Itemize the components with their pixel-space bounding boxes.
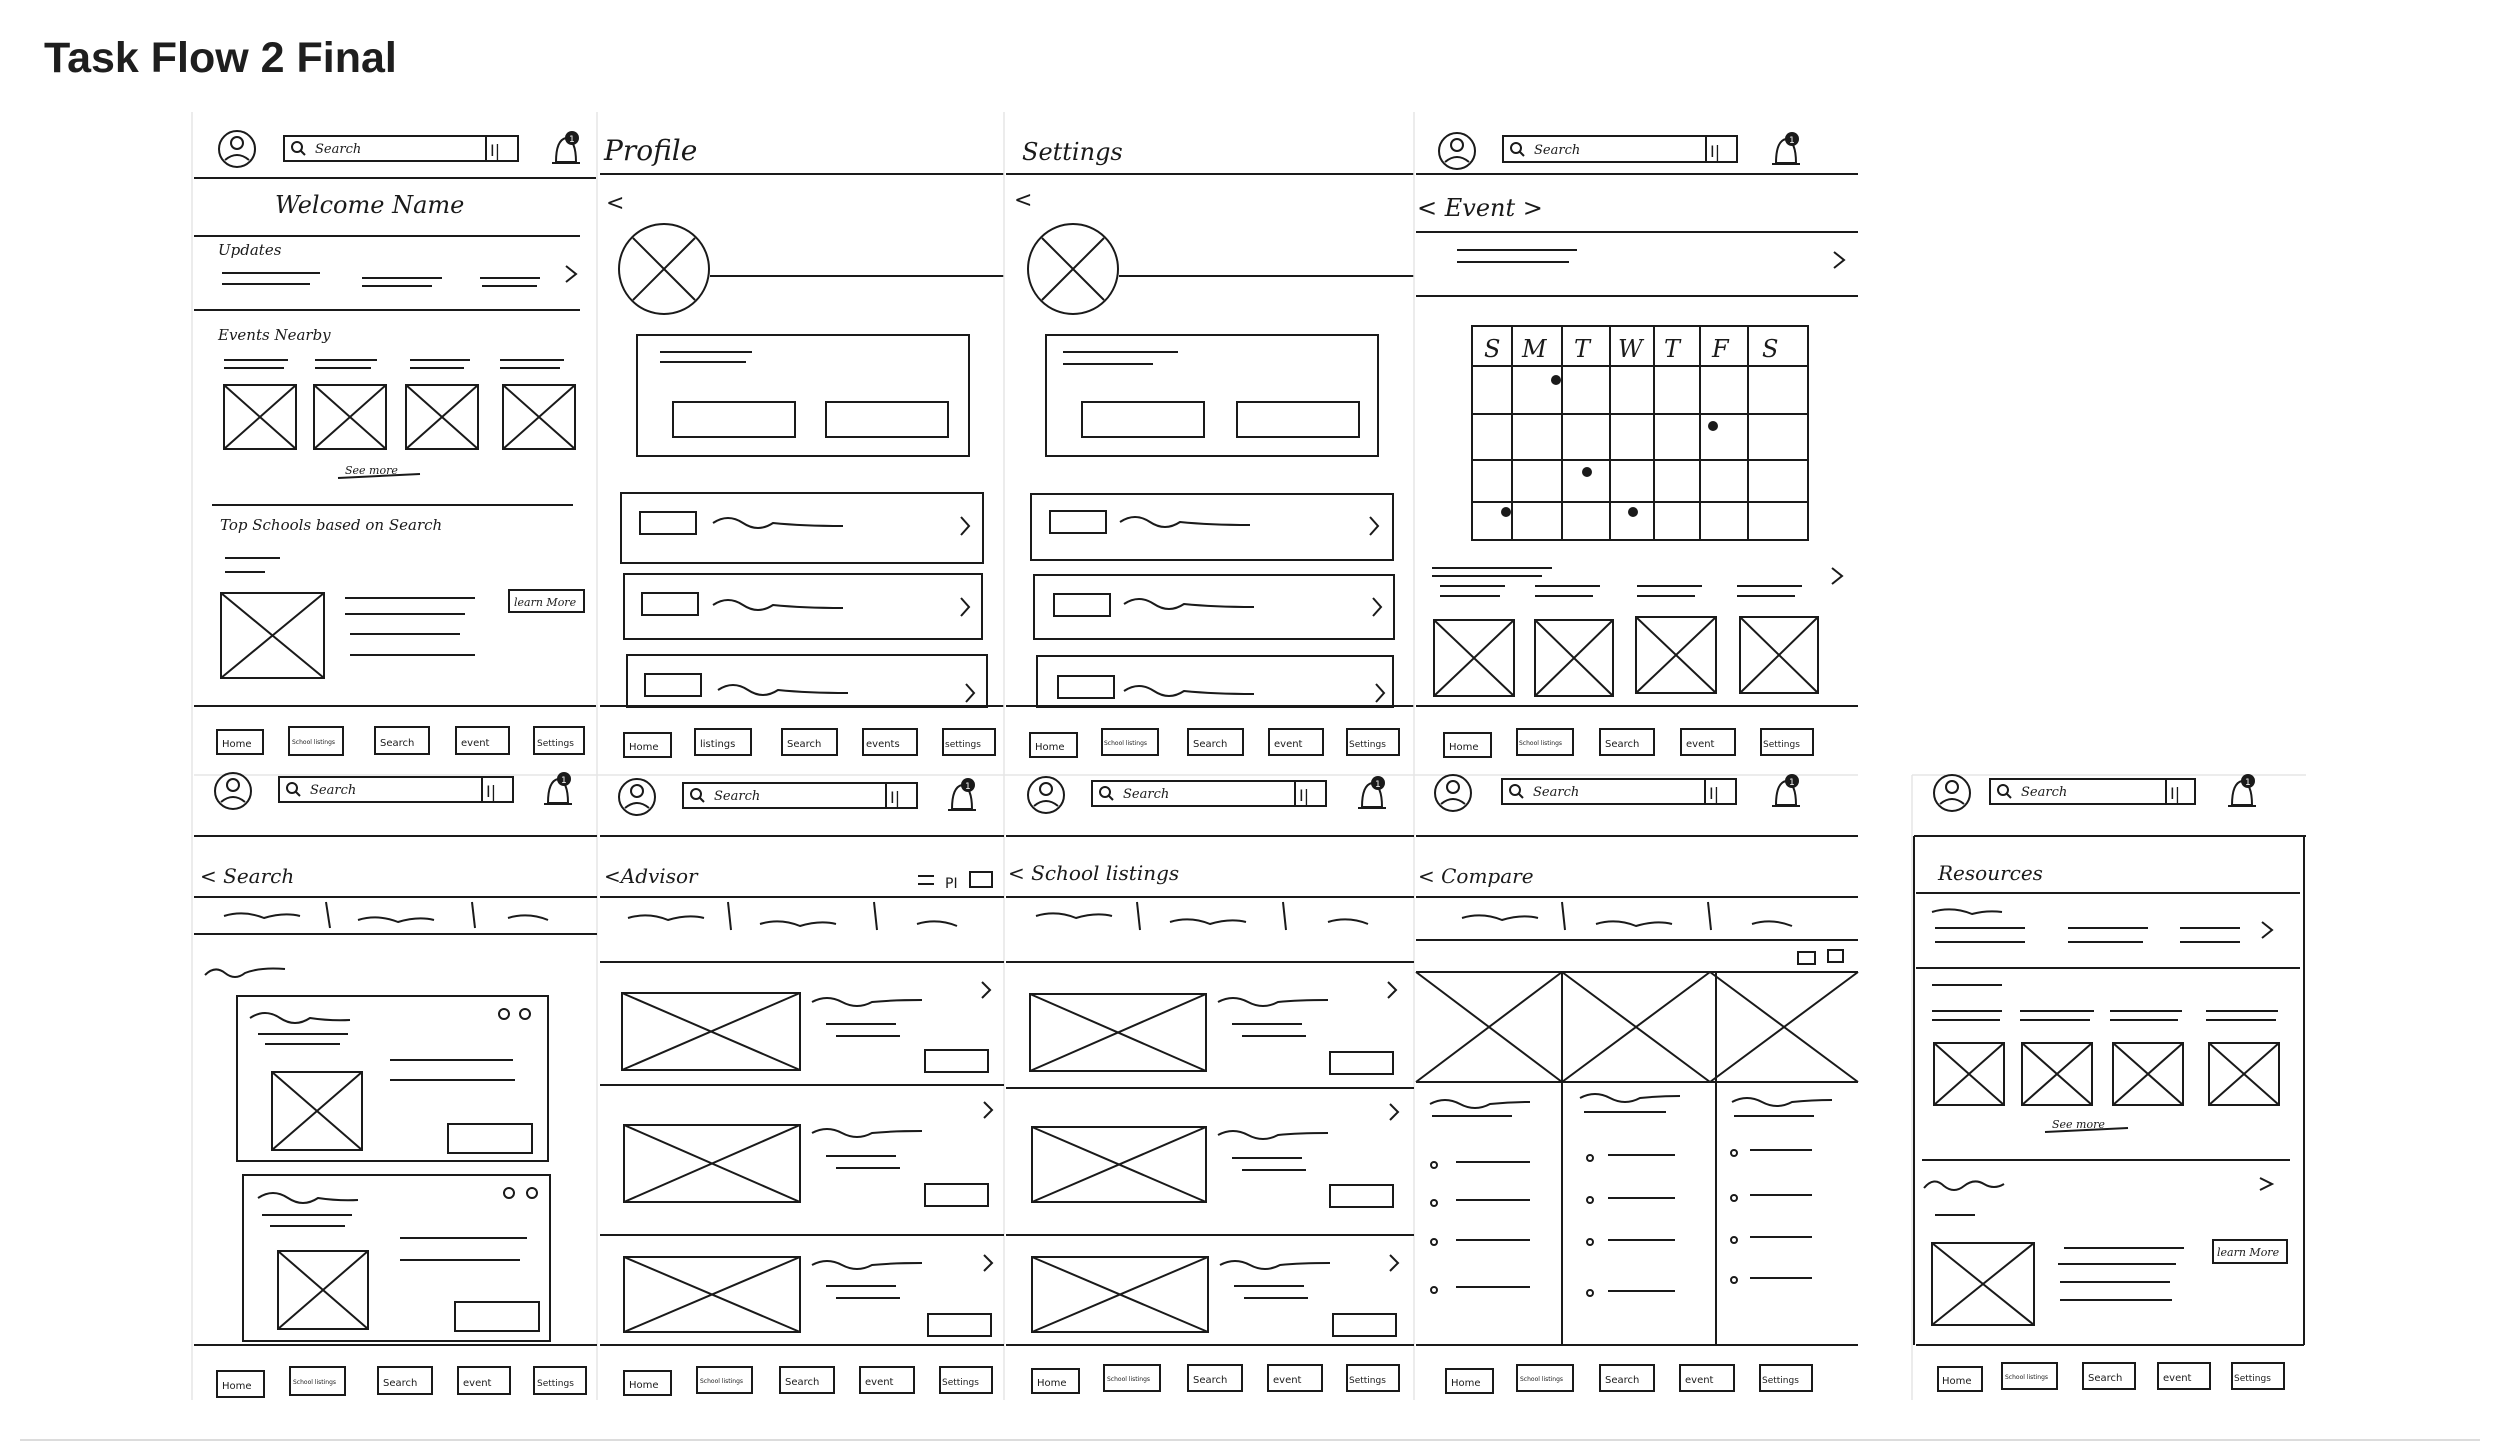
svg-text:event: event bbox=[461, 738, 490, 749]
advisor-title[interactable]: <Advisor bbox=[604, 864, 698, 888]
svg-text:S: S bbox=[1484, 335, 1501, 363]
svg-text:Home: Home bbox=[222, 739, 252, 750]
search-result-card[interactable] bbox=[243, 1175, 550, 1341]
resources-title: Resources bbox=[1938, 861, 2043, 885]
compare-columns[interactable] bbox=[1416, 972, 1858, 1345]
svg-text:Home: Home bbox=[1449, 742, 1479, 753]
svg-text:Search: Search bbox=[2021, 785, 2068, 800]
search-placeholder: Search bbox=[315, 142, 362, 157]
svg-text:event: event bbox=[2163, 1373, 2192, 1384]
svg-text:1: 1 bbox=[2245, 778, 2251, 788]
settings-list[interactable] bbox=[1031, 494, 1394, 707]
screen-home bbox=[192, 112, 596, 1400]
svg-text:Search: Search bbox=[380, 738, 415, 749]
svg-text:F: F bbox=[1712, 335, 1729, 363]
screen-advisor bbox=[600, 778, 1004, 1395]
bottom-nav bbox=[217, 727, 584, 755]
svg-text:T: T bbox=[1574, 335, 1591, 363]
chevron-right-icon[interactable] bbox=[566, 266, 576, 282]
event-thumbnail[interactable] bbox=[224, 385, 575, 449]
svg-text:M: M bbox=[1522, 335, 1547, 363]
school-list-item[interactable] bbox=[1032, 1104, 1398, 1207]
svg-text:learn More: learn More bbox=[2217, 1246, 2280, 1259]
svg-text:listings: listings bbox=[700, 739, 736, 750]
svg-text:School listings: School listings bbox=[1519, 740, 1563, 747]
filter-icon[interactable]: I| bbox=[486, 782, 497, 801]
back-icon[interactable]: < bbox=[1014, 188, 1033, 213]
svg-text:event: event bbox=[1274, 739, 1303, 750]
advisor-list-item[interactable] bbox=[622, 982, 990, 1072]
bottom-nav bbox=[1030, 729, 1399, 757]
svg-text:Search: Search bbox=[787, 739, 822, 750]
screen-compare bbox=[1416, 774, 1858, 1393]
card-button[interactable] bbox=[455, 1302, 539, 1331]
svg-text:1: 1 bbox=[965, 782, 971, 792]
svg-text:Search: Search bbox=[1123, 787, 1170, 802]
svg-text:Home: Home bbox=[629, 1380, 659, 1391]
svg-text:Search: Search bbox=[1193, 1375, 1228, 1386]
svg-text:event: event bbox=[1686, 739, 1715, 750]
chevron-right-icon[interactable] bbox=[1832, 568, 1842, 584]
updates-label: Updates bbox=[218, 241, 282, 259]
svg-text:event: event bbox=[1685, 1375, 1714, 1386]
back-icon[interactable]: < bbox=[606, 191, 625, 216]
filter-icon[interactable]: I| bbox=[1709, 784, 1720, 803]
settings-title: Settings bbox=[1022, 138, 1123, 166]
filter-icon[interactable]: I| bbox=[1299, 786, 1310, 805]
event-title[interactable]: < Event > bbox=[1417, 194, 1543, 222]
bottom-nav bbox=[624, 729, 995, 757]
svg-text:Home: Home bbox=[629, 742, 659, 753]
svg-text:Home: Home bbox=[1035, 742, 1065, 753]
svg-text:Settings: Settings bbox=[537, 1379, 574, 1389]
filter-icon[interactable]: I| bbox=[890, 788, 901, 807]
bottom-nav bbox=[1446, 1365, 1812, 1393]
filter-icon[interactable]: I| bbox=[490, 141, 501, 160]
svg-text:1: 1 bbox=[561, 776, 567, 786]
svg-text:T: T bbox=[1664, 335, 1681, 363]
bottom-nav bbox=[1032, 1365, 1399, 1393]
school-list-item[interactable] bbox=[1032, 1255, 1398, 1336]
sort-icon[interactable] bbox=[918, 876, 934, 884]
search-title[interactable]: < Search bbox=[200, 864, 295, 888]
svg-text:events: events bbox=[866, 739, 900, 750]
svg-text:Search: Search bbox=[2088, 1373, 2123, 1384]
resource-thumbnail[interactable] bbox=[1934, 1043, 2279, 1105]
svg-text:Settings: Settings bbox=[537, 739, 574, 749]
wireframe-canvas bbox=[0, 100, 2500, 1452]
profile-title: Profile bbox=[604, 134, 698, 167]
svg-text:settings: settings bbox=[945, 740, 981, 750]
screen-school-listings bbox=[1006, 776, 1414, 1393]
see-more-link[interactable]: See more bbox=[2052, 1118, 2105, 1131]
advisor-list-item[interactable] bbox=[624, 1102, 992, 1206]
bottom-nav bbox=[624, 1367, 992, 1395]
svg-text:1: 1 bbox=[1375, 780, 1381, 790]
chevron-right-icon[interactable] bbox=[2262, 922, 2272, 938]
school-list-item[interactable] bbox=[1030, 982, 1396, 1074]
compare-title[interactable]: < Compare bbox=[1418, 864, 1534, 888]
svg-text:School listings: School listings bbox=[293, 1379, 337, 1386]
school-listings-title[interactable]: < School listings bbox=[1008, 861, 1180, 885]
svg-text:Home: Home bbox=[1942, 1376, 1972, 1387]
profile-button[interactable] bbox=[673, 402, 795, 437]
bookmark-icon[interactable] bbox=[1798, 952, 1815, 964]
filter-icon[interactable]: I| bbox=[2170, 784, 2181, 803]
svg-text:School listings: School listings bbox=[2005, 1374, 2049, 1381]
see-more-link[interactable]: See more bbox=[345, 464, 398, 477]
svg-text:Settings: Settings bbox=[942, 1378, 979, 1388]
svg-text:Home: Home bbox=[1451, 1378, 1481, 1389]
svg-text:1: 1 bbox=[569, 135, 575, 145]
advisor-list-item[interactable] bbox=[624, 1255, 992, 1336]
svg-text:learn More: learn More bbox=[514, 596, 577, 609]
svg-text:Home: Home bbox=[1037, 1378, 1067, 1389]
svg-text:event: event bbox=[865, 1377, 894, 1388]
svg-text:Settings: Settings bbox=[1762, 1376, 1799, 1386]
svg-text:Search: Search bbox=[383, 1378, 418, 1389]
svg-text:Settings: Settings bbox=[2234, 1374, 2271, 1384]
svg-text:School listings: School listings bbox=[292, 739, 336, 746]
compare-row bbox=[1431, 1150, 1812, 1296]
chevron-right-icon[interactable] bbox=[2260, 1178, 2272, 1190]
svg-text:Search: Search bbox=[1533, 785, 1580, 800]
filter-icon[interactable]: I| bbox=[1710, 142, 1721, 161]
bottom-nav bbox=[1444, 729, 1813, 757]
svg-text:Settings: Settings bbox=[1349, 1376, 1386, 1386]
card-button[interactable] bbox=[448, 1124, 532, 1153]
svg-text:Search: Search bbox=[1605, 739, 1640, 750]
svg-text:1: 1 bbox=[1789, 778, 1795, 788]
svg-text:S: S bbox=[1762, 335, 1779, 363]
screen-resources bbox=[1912, 774, 2306, 1400]
event-thumbnail[interactable] bbox=[1434, 617, 1818, 696]
svg-text:Search: Search bbox=[1534, 143, 1581, 158]
profile-list[interactable] bbox=[621, 493, 987, 707]
svg-text:Search: Search bbox=[1605, 1375, 1640, 1386]
bookmark-icon[interactable] bbox=[970, 872, 992, 887]
svg-text:Search: Search bbox=[714, 789, 761, 804]
events-nearby-label: Events Nearby bbox=[218, 326, 331, 344]
search-icon bbox=[292, 142, 302, 152]
top-schools-label: Top Schools based on Search bbox=[220, 516, 443, 534]
svg-text:Home: Home bbox=[222, 1381, 252, 1392]
search-result-card[interactable] bbox=[237, 996, 548, 1161]
svg-text:W: W bbox=[1618, 335, 1643, 363]
svg-text:Search: Search bbox=[1193, 739, 1228, 750]
svg-text:School listings: School listings bbox=[700, 1378, 744, 1385]
svg-text:School listings: School listings bbox=[1107, 1376, 1151, 1383]
screen-search bbox=[194, 772, 597, 1397]
settings-button[interactable] bbox=[1237, 402, 1359, 437]
welcome-heading: Welcome Name bbox=[275, 191, 465, 219]
svg-text:Search: Search bbox=[310, 783, 357, 798]
screen-event bbox=[1414, 112, 1858, 1400]
svg-text:School listings: School listings bbox=[1520, 1376, 1564, 1383]
svg-text:Settings: Settings bbox=[1349, 740, 1386, 750]
settings-button[interactable] bbox=[1082, 402, 1204, 437]
bottom-nav bbox=[1938, 1363, 2284, 1391]
svg-text:event: event bbox=[463, 1378, 492, 1389]
svg-text:Search: Search bbox=[785, 1377, 820, 1388]
svg-text:1: 1 bbox=[1789, 136, 1795, 146]
page-title: Task Flow 2 Final bbox=[44, 34, 397, 82]
bottom-nav bbox=[217, 1367, 586, 1397]
chevron-right-icon[interactable] bbox=[1834, 252, 1844, 268]
filter-icon[interactable]: PI bbox=[945, 876, 958, 892]
svg-text:event: event bbox=[1273, 1375, 1302, 1386]
calendar-grid[interactable] bbox=[1472, 326, 1808, 540]
svg-text:School listings: School listings bbox=[1104, 740, 1148, 747]
bookmark-icon[interactable] bbox=[1828, 950, 1843, 962]
profile-button[interactable] bbox=[826, 402, 948, 437]
svg-text:Settings: Settings bbox=[1763, 740, 1800, 750]
